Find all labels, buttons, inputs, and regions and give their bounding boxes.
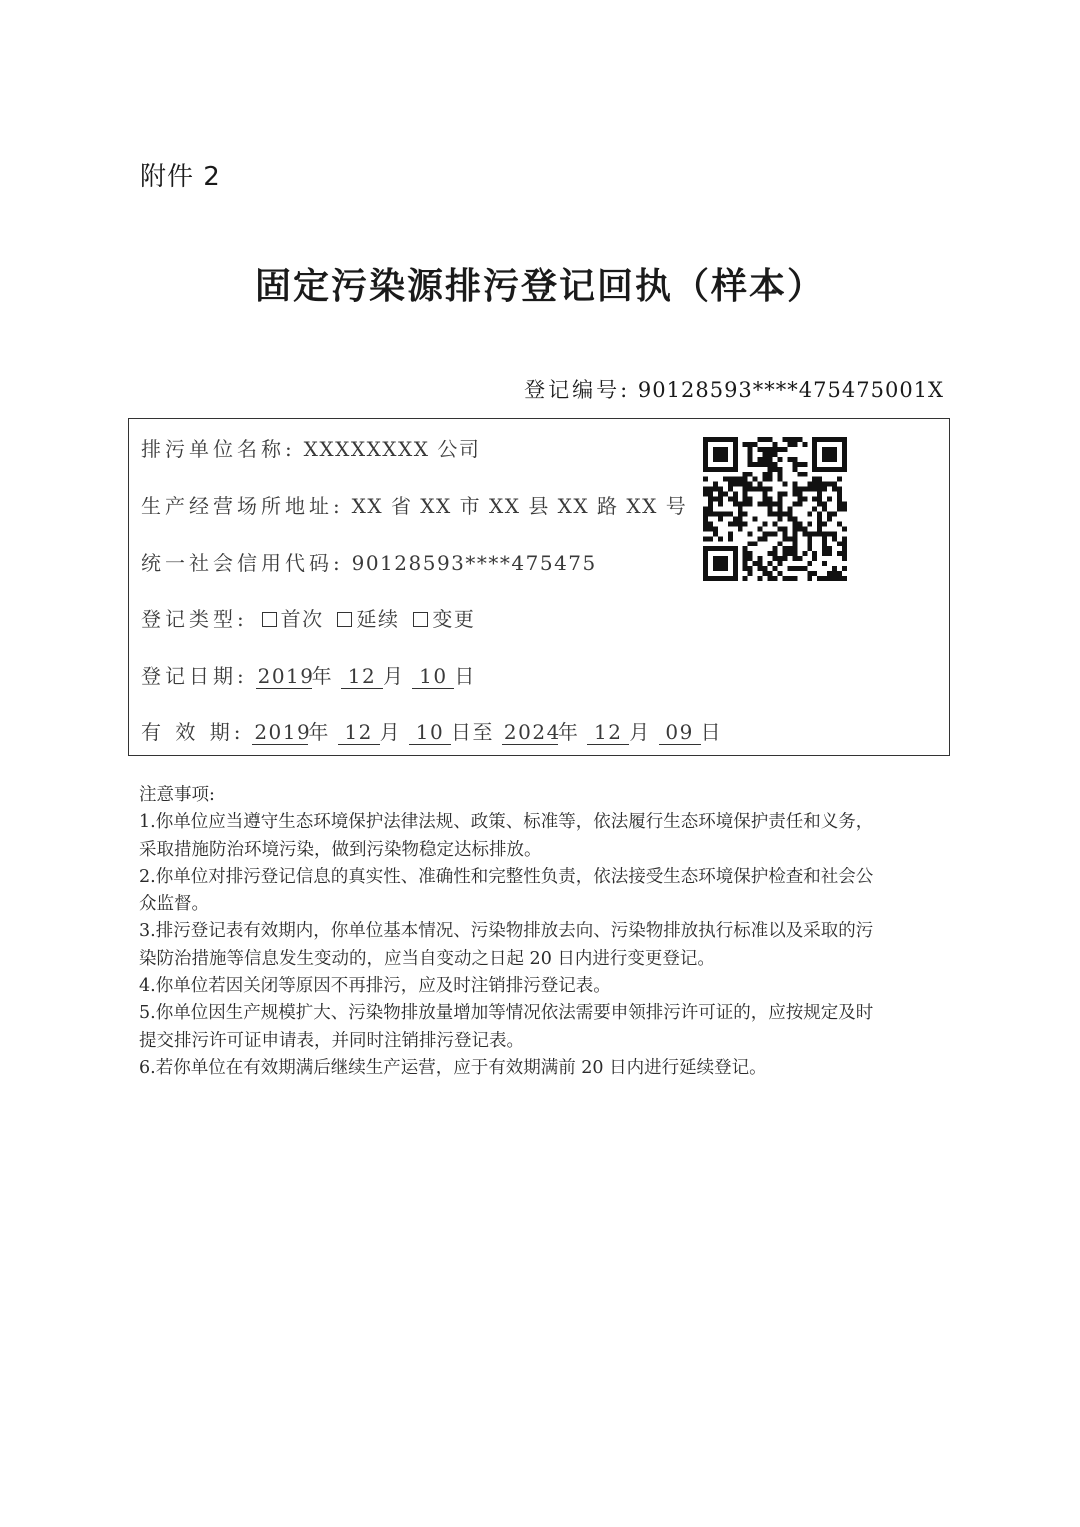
note-line: 众监督。 — [139, 894, 209, 915]
registration-number-value: 90128593****475475001X — [637, 378, 944, 402]
month-unit: 月 — [379, 720, 402, 744]
year-unit: 年 — [311, 664, 334, 688]
validity-end-day: 09 — [659, 720, 701, 745]
day-unit: 日 — [451, 720, 473, 744]
option-renewal-label: 延续 — [356, 607, 400, 631]
registration-type-label: 登记类型: — [141, 607, 248, 631]
registration-type-row — [141, 603, 475, 632]
validity-label: 有 效 期: — [141, 720, 245, 744]
note-line: 染防治措施等信息发生变动的，应当自变动之日起 20 日内进行变更登记。 — [139, 948, 715, 969]
validity-start-day: 10 — [409, 720, 451, 745]
validity-start-month: 12 — [338, 720, 380, 745]
validity-end-year: 2024 — [503, 720, 561, 744]
address-value: XX 省 XX 市 XX 县 XX 路 XX 号 — [351, 494, 688, 518]
registration-date-day: 10 — [412, 664, 454, 689]
address-label: 生产经营场所地址: — [141, 494, 344, 518]
validity-end-month: 12 — [587, 720, 629, 745]
registration-number-label: 登记编号: — [524, 378, 631, 402]
registration-date-month: 12 — [341, 664, 383, 689]
note-line: 5.你单位因生产规模扩大、污染物排放量增加等情况依法需要申领排污许可证的，应按规定及时 — [139, 1003, 874, 1024]
note-line: 1.你单位应当遵守生态环境保护法律法规、政策、标准等，依法履行生态环境保护责任和义务， — [139, 812, 874, 833]
document-title: 固定污染源排污登记回执（样本） — [254, 265, 825, 307]
attachment-label: 附件 2 — [140, 162, 221, 192]
receipt-box — [128, 418, 950, 756]
checkbox-change[interactable] — [413, 612, 428, 627]
option-first-label: 首次 — [280, 607, 324, 631]
credit-code-value: 90128593****475475 — [351, 551, 597, 575]
address-row — [141, 490, 687, 519]
registration-date-year: 2019 — [257, 664, 315, 688]
day-unit: 日 — [454, 664, 476, 688]
checkbox-renewal[interactable] — [337, 612, 352, 627]
validity-to: 至 — [472, 720, 495, 744]
credit-code-label: 统一社会信用代码: — [141, 551, 344, 575]
month-unit: 月 — [382, 664, 405, 688]
year-unit: 年 — [557, 720, 580, 744]
notes-heading: 注意事项: — [139, 785, 215, 805]
note-line: 4.你单位若因关闭等原因不再排污，应及时注销排污登记表。 — [139, 976, 611, 997]
day-unit: 日 — [700, 720, 723, 744]
note-line: 2.你单位对排污登记信息的真实性、准确性和完整性负责，依法接受生态环境保护检查和社会公 — [139, 866, 874, 887]
year-unit: 年 — [308, 720, 330, 744]
note-line: 提交排污许可证申请表，并同时注销排污登记表。 — [139, 1030, 524, 1051]
company-label: 排污单位名称: — [141, 437, 296, 461]
registration-date-label: 登记日期: — [141, 664, 248, 688]
checkbox-first[interactable] — [262, 612, 277, 627]
company-value: XXXXXXXX 公司 — [303, 437, 481, 461]
credit-code-row — [141, 547, 597, 576]
note-line: 3.排污登记表有效期内，你单位基本情况、污染物排放去向、污染物排放执行标准以及采取的污 — [139, 921, 874, 942]
registration-number — [524, 374, 944, 404]
validity-start-year: 2019 — [254, 720, 312, 744]
note-line: 6.若你单位在有效期满后继续生产运营，应于有效期满前 20 日内进行延续登记。 — [139, 1057, 767, 1078]
qr-code-icon — [703, 437, 847, 581]
option-change-label: 变更 — [432, 607, 476, 631]
validity-row — [141, 716, 722, 745]
month-unit: 月 — [629, 720, 651, 744]
registration-date-row — [141, 660, 476, 689]
company-row — [141, 433, 480, 462]
note-line: 采取措施防治环境污染，做到污染物稳定达标排放。 — [139, 839, 542, 860]
notes-section — [139, 782, 949, 1082]
